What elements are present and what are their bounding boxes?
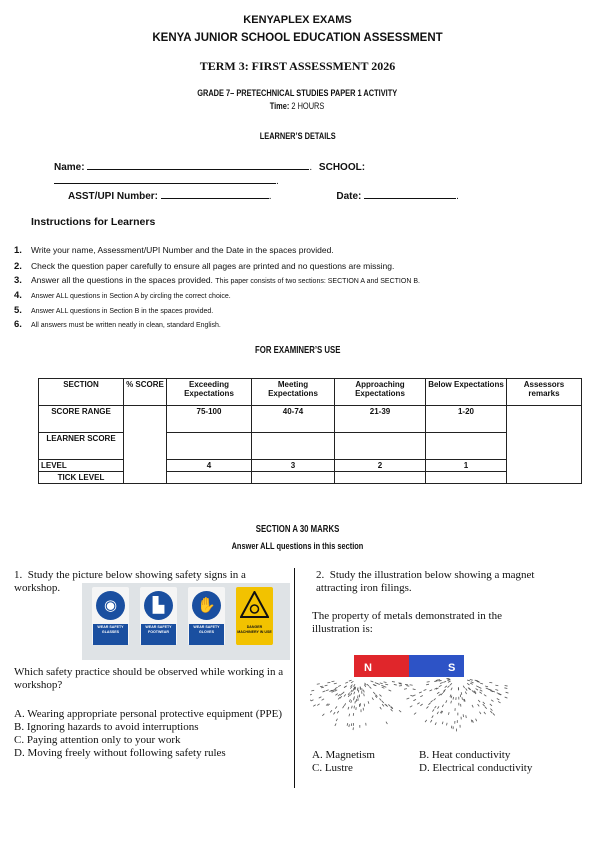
iron-filing xyxy=(450,683,452,685)
iron-filing xyxy=(372,698,373,700)
iron-filing xyxy=(335,694,337,696)
iron-filing xyxy=(479,692,481,694)
iron-filing xyxy=(443,681,446,682)
iron-filing xyxy=(490,709,492,711)
iron-filing xyxy=(343,706,344,708)
table-cell[interactable] xyxy=(335,472,426,484)
table-header-row xyxy=(39,379,582,406)
row-label: SCORE RANGE xyxy=(39,406,124,433)
option-b[interactable]: B. Ignoring hazards to avoid interruptions xyxy=(14,721,199,733)
iron-filing xyxy=(498,701,500,703)
school-field[interactable] xyxy=(54,173,276,184)
table-header: Approaching Expectations xyxy=(335,379,426,406)
examiner-use-heading: FOR EXAMINER’S USE xyxy=(254,345,341,356)
iron-filing xyxy=(344,694,346,696)
table-cell[interactable] xyxy=(335,433,426,460)
row-label: LEVEL xyxy=(39,460,124,472)
iron-filing xyxy=(313,705,315,707)
iron-filing xyxy=(480,683,483,684)
iron-filing xyxy=(344,703,345,705)
iron-filing xyxy=(480,690,483,691)
iron-filing xyxy=(446,723,447,726)
iron-filing xyxy=(407,698,410,699)
score-cell[interactable] xyxy=(124,406,167,484)
iron-filing xyxy=(321,687,324,688)
option-d[interactable]: D. Moving freely without following safety rules xyxy=(14,747,226,759)
iron-filings xyxy=(310,678,508,731)
iron-filing xyxy=(497,699,500,700)
iron-filing xyxy=(335,706,337,708)
iron-filing xyxy=(466,688,468,690)
iron-filing xyxy=(490,704,492,706)
iron-filing xyxy=(332,691,335,692)
gloves-icon: ✋ xyxy=(192,591,221,620)
iron-filing xyxy=(467,680,470,681)
iron-filing xyxy=(386,722,387,724)
iron-filing xyxy=(440,682,443,683)
date-field[interactable] xyxy=(364,188,456,199)
iron-filing xyxy=(380,707,382,709)
iron-filing xyxy=(382,704,384,706)
iron-filing xyxy=(379,695,381,697)
iron-filing xyxy=(445,686,447,688)
question-2-stem: 2. Study the illustration below showing a magnet attracting iron filings. xyxy=(316,569,535,594)
iron-filing xyxy=(335,690,338,691)
iron-filing xyxy=(355,701,356,704)
iron-filing xyxy=(446,700,447,702)
magnet-south-pole xyxy=(409,655,464,677)
iron-filing xyxy=(351,690,352,692)
table-row xyxy=(39,433,582,460)
iron-filing xyxy=(477,682,480,683)
iron-filing xyxy=(485,686,488,687)
iron-filing xyxy=(394,684,397,685)
sign xyxy=(236,587,273,645)
iron-filing xyxy=(319,697,322,698)
iron-filing xyxy=(338,685,341,686)
iron-filing xyxy=(340,694,342,696)
sign xyxy=(188,587,225,645)
examiner-table xyxy=(38,378,582,484)
iron-filing xyxy=(414,713,416,715)
table-cell: 75-100 xyxy=(167,406,252,433)
iron-filing xyxy=(310,700,311,701)
term-title: TERM 3: FIRST ASSESSMENT 2026 xyxy=(199,59,396,73)
iron-filing xyxy=(483,702,485,704)
name-school-row: Name: . SCHOOL: . xyxy=(54,159,584,187)
column-divider xyxy=(294,568,295,788)
name-field[interactable] xyxy=(87,159,309,170)
table-cell[interactable] xyxy=(426,433,507,460)
option-c[interactable]: C. Lustre xyxy=(312,762,353,774)
table-cell: 3 xyxy=(252,460,335,472)
paper-title: GRADE 7– PRETECHNICAL STUDIES PAPER 1 ACTIVITY xyxy=(197,88,398,99)
iron-filing xyxy=(491,700,493,702)
table-cell[interactable] xyxy=(252,433,335,460)
boot-icon: ▙ xyxy=(144,591,173,620)
iron-filing xyxy=(349,699,350,702)
upi-label: ASST/UPI Number: xyxy=(68,191,159,202)
time-value: 2 HOURS xyxy=(291,101,325,112)
iron-filing xyxy=(432,709,434,711)
iron-filing xyxy=(342,692,344,694)
iron-filing xyxy=(470,683,473,684)
time-line xyxy=(0,101,595,112)
iron-filing xyxy=(484,712,486,714)
iron-filing xyxy=(434,698,436,700)
iron-filing xyxy=(348,707,349,710)
iron-filing xyxy=(466,715,467,718)
question-1-stem: 1. Study the picture below showing safety signs in a workshop. xyxy=(14,569,246,594)
iron-filing xyxy=(437,706,439,708)
table-cell[interactable] xyxy=(426,472,507,484)
iron-filing xyxy=(311,700,314,701)
iron-filing xyxy=(351,681,353,683)
iron-filing xyxy=(322,699,324,701)
time-label: Time: xyxy=(270,101,290,112)
iron-filing xyxy=(406,686,409,687)
row-label: TICK LEVEL xyxy=(39,472,124,484)
iron-filing xyxy=(344,686,346,688)
iron-filing xyxy=(311,690,314,691)
iron-filing xyxy=(369,687,371,689)
iron-filing xyxy=(420,695,423,696)
table-cell[interactable] xyxy=(252,472,335,484)
iron-filing xyxy=(391,709,393,711)
iron-filing xyxy=(430,720,431,722)
iron-filing xyxy=(358,687,359,690)
iron-filing xyxy=(495,685,498,686)
iron-filing xyxy=(478,700,480,702)
goggles-icon: ◉ xyxy=(96,591,125,620)
option-a[interactable]: A. Wearing appropriate personal protective equipment (PPE) xyxy=(14,708,283,720)
iron-filing xyxy=(437,712,438,714)
iron-filing xyxy=(327,682,330,683)
upi-date-row: ASST/UPI Number: . Date: . xyxy=(68,188,568,202)
iron-filing xyxy=(377,684,380,685)
iron-filing xyxy=(451,701,452,704)
iron-filing xyxy=(439,680,442,681)
sign-label: WEAR SAFETY GLASSES xyxy=(93,624,128,645)
iron-filing xyxy=(485,707,487,709)
magnet-n-label: N xyxy=(364,662,372,674)
row-label: LEARNER SCORE xyxy=(39,433,124,460)
iron-filing xyxy=(373,692,375,694)
iron-filing xyxy=(310,694,312,695)
iron-filing xyxy=(461,692,462,695)
iron-filing xyxy=(364,684,365,686)
iron-filing xyxy=(471,682,474,683)
iron-filing xyxy=(472,720,473,723)
question-1-text: Which safety practice should be observed while working in a workshop? xyxy=(14,666,284,691)
question-1-options xyxy=(14,708,284,760)
iron-filing xyxy=(450,695,451,698)
instruction-item: 3. Answer all the questions in the spaces provided. This paper consists of two sections: SECTION A and SECTION B. xyxy=(14,275,420,286)
iron-filing xyxy=(325,685,328,686)
iron-filing xyxy=(353,684,355,686)
iron-filing xyxy=(333,712,335,714)
table-cell: 2 xyxy=(335,460,426,472)
iron-filing xyxy=(349,680,352,681)
iron-filing xyxy=(488,689,491,690)
magnet-illustration xyxy=(310,650,510,736)
iron-filing xyxy=(337,711,338,713)
magnet-s-label: S xyxy=(448,662,456,674)
iron-filing xyxy=(467,683,469,685)
table-header: Below Expectations xyxy=(426,379,507,406)
iron-filing xyxy=(340,696,342,698)
iron-filing xyxy=(505,697,508,698)
table-cell: 40-74 xyxy=(252,406,335,433)
iron-filing xyxy=(472,690,474,692)
iron-filing xyxy=(389,690,392,691)
iron-filing xyxy=(322,714,324,716)
iron-filing xyxy=(335,723,336,725)
safety-signs-picture xyxy=(82,583,290,660)
iron-filing xyxy=(333,689,336,690)
sign xyxy=(92,587,129,645)
iron-filing xyxy=(442,722,443,725)
iron-filing xyxy=(345,682,348,683)
iron-filing xyxy=(350,686,352,688)
iron-filing xyxy=(419,692,422,693)
iron-filing xyxy=(432,716,434,718)
iron-filing xyxy=(364,694,365,697)
iron-filing xyxy=(379,699,381,701)
table-cell: 4 xyxy=(167,460,252,472)
iron-filing xyxy=(463,686,464,688)
iron-filing xyxy=(505,686,508,687)
instruction-item: 6. All answers must be written neatly in clean, standard English. xyxy=(14,319,221,330)
org-title: KENYAPLEX EXAMS xyxy=(243,14,352,26)
iron-filing xyxy=(349,714,350,717)
table-header: Assessors remarks xyxy=(507,379,582,406)
table-cell[interactable] xyxy=(167,433,252,460)
iron-filing xyxy=(490,711,492,713)
iron-filing xyxy=(349,724,350,727)
question-2-options xyxy=(312,749,582,775)
iron-filing xyxy=(367,684,369,686)
table-row xyxy=(39,406,582,433)
iron-filing xyxy=(435,681,438,682)
table-row xyxy=(39,460,582,472)
iron-filing xyxy=(484,695,486,697)
iron-filing xyxy=(451,688,452,690)
iron-filing xyxy=(368,701,369,704)
date-label: Date: xyxy=(336,191,362,202)
iron-filing xyxy=(347,723,348,726)
iron-filing xyxy=(413,689,416,690)
iron-filing xyxy=(479,712,480,714)
iron-filing xyxy=(506,692,509,693)
iron-filing xyxy=(410,706,412,708)
iron-filing xyxy=(382,701,384,703)
iron-filing xyxy=(399,710,401,712)
sign-label: WEAR SAFETY FOOTWEAR xyxy=(141,624,176,645)
school-label: SCHOOL: xyxy=(318,162,366,173)
iron-filing xyxy=(384,686,387,687)
name-label: Name: xyxy=(54,162,85,173)
section-a-subtitle: Answer ALL questions in this section xyxy=(231,541,364,552)
table-header: % SCORE xyxy=(124,379,167,406)
iron-filing xyxy=(489,682,492,683)
iron-filing xyxy=(448,712,449,715)
iron-filing xyxy=(472,705,473,707)
iron-filing xyxy=(320,686,323,687)
iron-filing xyxy=(363,690,364,693)
iron-filing xyxy=(326,690,329,691)
remarks-cell[interactable] xyxy=(507,406,582,484)
iron-filing xyxy=(424,689,427,690)
sign xyxy=(140,587,177,645)
iron-filing xyxy=(471,720,472,723)
assessment-title: KENYA JUNIOR SCHOOL EDUCATION ASSESSMENT xyxy=(152,32,443,44)
table-cell: 21-39 xyxy=(335,406,426,433)
magnet-north-pole xyxy=(354,655,409,677)
iron-filing xyxy=(335,687,338,688)
iron-filing xyxy=(420,704,422,706)
iron-filing xyxy=(479,687,482,688)
instruction-item: 4. Answer ALL questions in Section A by circling the correct choice. xyxy=(14,290,231,301)
option-c[interactable]: C. Paying attention only to your work xyxy=(14,734,181,746)
sign-label: WEAR SAFETY GLOVES xyxy=(189,624,224,645)
table-cell: 1 xyxy=(426,460,507,472)
sign-label: DANGER MACHINERY IN USE xyxy=(237,624,272,645)
table-cell[interactable] xyxy=(167,472,252,484)
iron-filing xyxy=(429,690,432,691)
table-header: SECTION xyxy=(39,379,124,406)
iron-filing xyxy=(353,689,354,691)
iron-filing xyxy=(350,685,352,687)
iron-filing xyxy=(476,689,478,691)
iron-filing xyxy=(338,697,340,699)
iron-filing xyxy=(498,694,501,695)
iron-filing xyxy=(426,684,429,685)
table-header: Meeting Expectations xyxy=(252,379,335,406)
iron-filing xyxy=(426,706,428,708)
question-2-text: The property of metals demonstrated in the illustration is: xyxy=(312,610,502,635)
iron-filing xyxy=(441,693,443,695)
instruction-item: 2. Check the question paper carefully to ensure all pages are printed and no questions are missing. xyxy=(14,261,395,272)
iron-filing xyxy=(476,719,477,722)
iron-filing xyxy=(384,682,387,683)
iron-filing xyxy=(442,705,443,707)
iron-filing xyxy=(323,691,326,692)
iron-filing xyxy=(351,700,352,703)
iron-filing xyxy=(352,706,353,709)
section-a-title: SECTION A 30 MARKS xyxy=(255,524,340,535)
iron-filing xyxy=(404,689,407,690)
iron-filing xyxy=(388,704,390,706)
table-row xyxy=(39,472,582,484)
iron-filing xyxy=(448,681,451,682)
iron-filing xyxy=(493,713,495,715)
iron-filing xyxy=(334,683,337,684)
iron-filing xyxy=(425,720,427,722)
iron-filing xyxy=(476,686,479,687)
option-b[interactable]: B. Heat conductivity xyxy=(419,749,511,761)
iron-filing xyxy=(354,706,355,709)
iron-filing xyxy=(439,694,441,696)
iron-filing xyxy=(504,688,507,689)
iron-filing xyxy=(434,706,436,708)
iron-filing xyxy=(431,700,433,702)
iron-filing xyxy=(413,695,416,696)
option-d[interactable]: D. Electrical conductivity xyxy=(419,762,533,774)
iron-filing xyxy=(478,704,480,706)
instruction-item: 5. Answer ALL questions in Section B in the spaces provided. xyxy=(14,305,214,316)
iron-filing xyxy=(483,704,485,706)
iron-filing xyxy=(462,697,463,700)
table-cell: 1-20 xyxy=(426,406,507,433)
iron-filing xyxy=(451,696,452,699)
iron-filing xyxy=(453,697,454,700)
upi-field[interactable] xyxy=(161,188,269,199)
iron-filing xyxy=(354,692,355,695)
iron-filing xyxy=(330,710,332,712)
instruction-item: 1. Write your name, Assessment/UPI Number and the Date in the spaces provided. xyxy=(14,245,334,256)
iron-filing xyxy=(470,680,473,681)
learner-details-heading: LEARNER’S DETAILS xyxy=(259,131,336,142)
iron-filing xyxy=(371,681,374,682)
iron-filing xyxy=(413,699,416,700)
iron-filing xyxy=(495,689,498,690)
iron-filing xyxy=(380,683,383,684)
iron-filing xyxy=(385,684,388,685)
machinery-warning-icon xyxy=(240,591,269,618)
table-header: Exceeding Expectations xyxy=(167,379,252,406)
iron-filing xyxy=(336,719,337,721)
iron-filing xyxy=(465,692,466,694)
iron-filing xyxy=(338,694,340,696)
instructions-title: Instructions for Learners xyxy=(31,216,156,228)
iron-filing xyxy=(437,692,439,694)
iron-filing xyxy=(382,687,385,688)
iron-filing xyxy=(435,722,436,724)
option-a[interactable]: A. Magnetism xyxy=(312,749,375,761)
iron-filing xyxy=(428,703,430,705)
iron-filing xyxy=(439,685,442,686)
iron-filing xyxy=(350,693,351,695)
iron-filing xyxy=(417,703,419,705)
iron-filing xyxy=(317,704,319,706)
iron-filing xyxy=(448,686,450,688)
